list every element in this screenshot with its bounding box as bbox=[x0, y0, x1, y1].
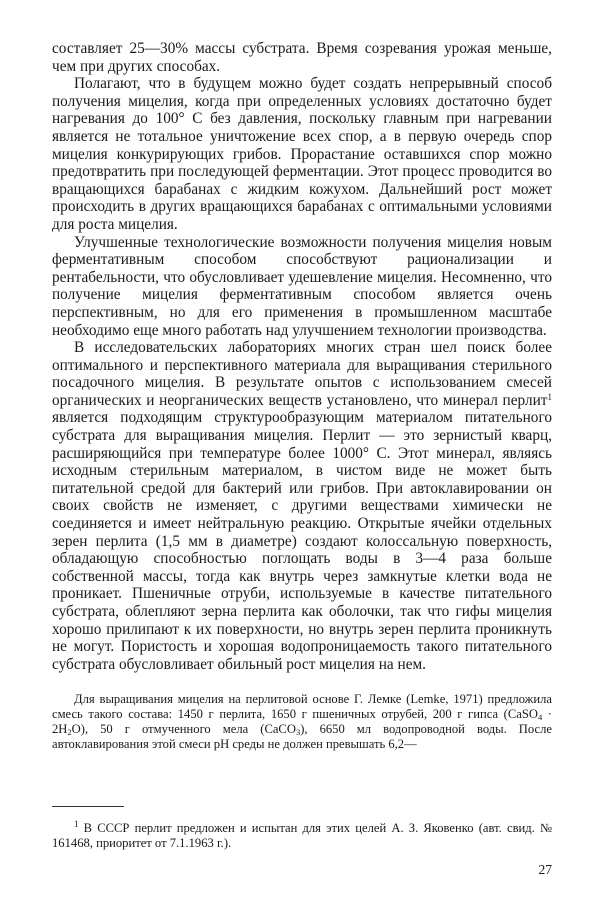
paragraph-4-start: В исследовательских лабораториях многих стран шел поиск более оптимального и перспективного материала для выращивания стерильного посадочного мицелия. В результате опытов с использованием смесей органических и неорганических веществ установлено, что минерал перлит bbox=[52, 339, 552, 409]
small-paragraph bbox=[52, 692, 552, 752]
paragraph-2: Полагают, что в будущем можно будет создать непрерывный способ получения мицелия, когда при определенных условиях достаточно будет нагревания до 100° С без давления, поскольку главным при нагревании является не тотальное уничтожение всех спор, а в первую очередь спор мицелия конкурирующих грибов. Прорастание оставшихся спор можно предотвратить при последующей ферментации. Этот процесс проводится во вращающихся барабанах с жидким кожухом. Дальнейший рост может происходить в других вращающихся барабанах с оптимальными условиями для роста мицелия. bbox=[52, 75, 552, 233]
main-text bbox=[52, 40, 552, 673]
subscript: 4 bbox=[537, 712, 543, 723]
page-number: 27 bbox=[538, 862, 552, 877]
small-print-note bbox=[52, 692, 552, 752]
footnote-divider bbox=[52, 806, 124, 807]
book-page bbox=[52, 40, 552, 752]
small-text-part: ), 6650 мл водопроводной воды. После автоклавирования этой смеси pH среды не должен превышать 6,2— bbox=[52, 722, 552, 752]
paragraph-1: составляет 25—30% массы субстрата. Время созревания урожая меньше, чем при других способах. bbox=[52, 40, 552, 75]
footnote bbox=[52, 821, 552, 851]
footnote-text: В СССР перлит предложен и испытан для этих целей А. З. Яковенко (авт. свид. № 161468, приоритет от 7.1.1963 г.). bbox=[52, 821, 552, 850]
paragraph-3: Улучшенные технологические возможности получения мицелия новым ферментативным способом способствуют рационализации и рентабельности, что обусловливает удешевление мицелия. Несомненно, что получение мицелия ферментативным способом является очень перспективным, но для его применения в промышленном масштабе необходимо еще много работать над улучшением технологии производства. bbox=[52, 233, 552, 339]
small-text-part: · 2H bbox=[52, 707, 553, 737]
footnote-marker: 1 bbox=[74, 819, 79, 829]
subscript: 3 bbox=[295, 727, 301, 738]
small-text-part: Для выращивания мицелия на перлитовой основе Г. Лемке (Lemke, 1971) предложила смесь такого состава: 1450 г перлита, 1650 г пшеничных отрубей, 200 г гипса (CaSO bbox=[52, 692, 552, 722]
footnote-reference: 1 bbox=[547, 391, 552, 402]
paragraph-4 bbox=[52, 339, 552, 673]
small-text-part: O), 50 г отмученного мела (CaCO bbox=[71, 722, 296, 737]
subscript: 2 bbox=[67, 727, 72, 738]
paragraph-4-rest: является подходящим структурообразующим материалом питательного субстрата для выращивания мицелия. Перлит — это зернистый кварц, расширяющийся при температуре более 1000° С. Этот минерал, являясь исходным стерильным материалом, в чистом виде не может быть питательной средой для бактерий или грибов. При автоклавировании он своих свойств не изменяет, с другими веществами химически не соединяется и имеет нейтральную реакцию. Открытые ячейки отдельных зерен перлита (1,5 мм в диаметре) создают колоссальную поверхность, обладающую способностью поглощать воды в 3—4 раза больше собственной массы, тогда как внутрь через замкнутые клетки вода не проникает. Пшеничные отруби, используемые в качестве питательного субстрата, облепляют зерна перлита как оболочки, так что гифы мицелия хорошо прилипают к их поверхности, но внутрь зерен перлита проникнуть не могут. Пористость и хорошая водопроницаемость такого питательного субстрата обусловливает обильный рост мицелия на нем. bbox=[52, 409, 552, 673]
